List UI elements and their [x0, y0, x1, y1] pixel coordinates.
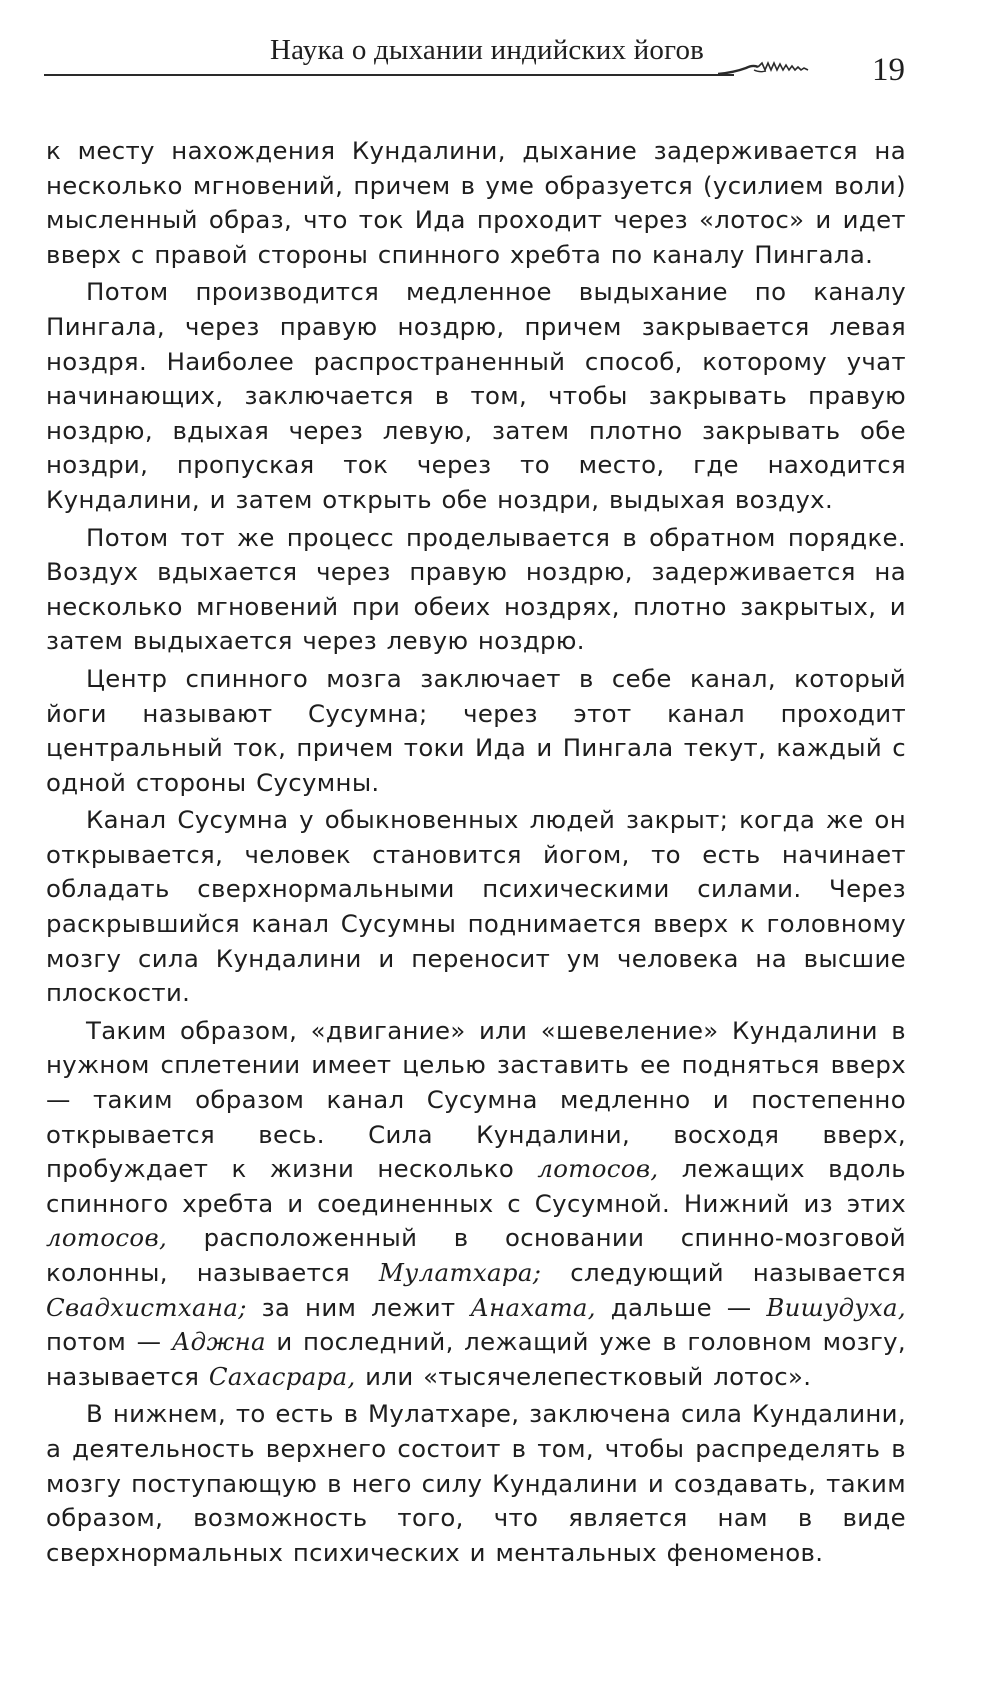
italic-term: Сахасрара, [208, 1361, 356, 1391]
italic-term: Анахата, [470, 1292, 596, 1322]
italic-term: лотосов, [46, 1223, 168, 1253]
paragraph-with-italics [46, 1014, 906, 1395]
paragraph: к месту нахождения Кундалини, дыхание задерживается на несколько мгновений, причем в уме образуется (усилием воли) мысленный образ, что ток Ида проходит через «лотос» и идет вверх с правой стороны спинного хребта по каналу Пингала. [46, 136, 906, 269]
text-run: за ним лежит [246, 1292, 471, 1322]
text-run: потом — [46, 1327, 172, 1357]
paragraph: Центр спинного мозга заключает в себе канал, который йоги называют Сусумна; через этот канал проходит центральный ток, причем токи Ида и Пингала текут, каждый с одной стороны Сусумны. [46, 663, 906, 797]
italic-term: Вишудуха, [766, 1292, 907, 1322]
paragraph: В нижнем, то есть в Мулатхаре, заключена сила Кундалини, а деятельность верхнего состоит в том, чтобы распределять в мозгу поступающую в него силу Кундалини и создавать, таким образом, возможность того, что является нам в виде сверхнормальных психических и ментальных феноменов. [46, 1399, 906, 1567]
paragraph: Потом тот же процесс проделывается в обратном порядке. Воздух вдыхается через правую ноздрю, задерживается на несколько мгновений при обеих ноздрях, плотно закрытых, и затем выдыхается через левую ноздрю. [46, 522, 906, 656]
body-text [46, 134, 906, 1570]
page-number: 19 [872, 52, 905, 88]
text-run: расположенный в основании спинно-мозговой колонны, называется [46, 1223, 906, 1287]
text-run: или «тысячелепестковый лотос». [355, 1361, 812, 1391]
text-run: Таким образом, «двигание» или «шевеление» Кундалини в нужном сплетении имеет целью заставить ее подняться вверх — таким образом канал Сусумна медленно и постепенно открывается весь. Сила Кундалини, восходя вверх, пробуждает к жизни несколько [46, 1015, 906, 1184]
ornament-flourish-icon [718, 56, 818, 84]
italic-term: Аджна [171, 1327, 266, 1357]
paragraph: Канал Сусумна у обыкновенных людей закрыт; когда же он открывается, человек становится йогом, то есть начинает обладать сверхнормальными психическими силами. Через раскрывшийся канал Сусумны поднимается вверх к головному мозгу сила Кундалини и переносит ум человека на высшие плоскости. [46, 805, 906, 1008]
italic-term: лотосов, [537, 1154, 659, 1184]
text-run: следующий называется [541, 1258, 906, 1287]
header-rule [44, 74, 734, 76]
italic-term: Мулатхара; [378, 1258, 542, 1287]
italic-term: Свадхистхана; [46, 1292, 247, 1322]
text-run: и последний, лежащий уже в головном мозгу, называется [46, 1327, 906, 1391]
text-run: лежащих вдоль спинного хребта и соединенных с Сусумной. Нижний из этих [46, 1154, 906, 1218]
text-run: дальше — [595, 1292, 767, 1322]
paragraph: Потом производится медленное выдыхание по каналу Пингала, через правую ноздрю, причем закрывается левая ноздря. Наиболее распространенный способ, которому учат начинающих, заключается в том, чтобы закрывать правую ноздрю, вдыхая через левую, затем плотно закрывать обе ноздри, пропуская ток через то место, где находится Кундалини, и затем открыть обе ноздри, выдыхая воздух. [46, 277, 906, 514]
running-title: Наука о дыхании индийских йогов [270, 34, 705, 66]
running-head [0, 0, 1000, 100]
